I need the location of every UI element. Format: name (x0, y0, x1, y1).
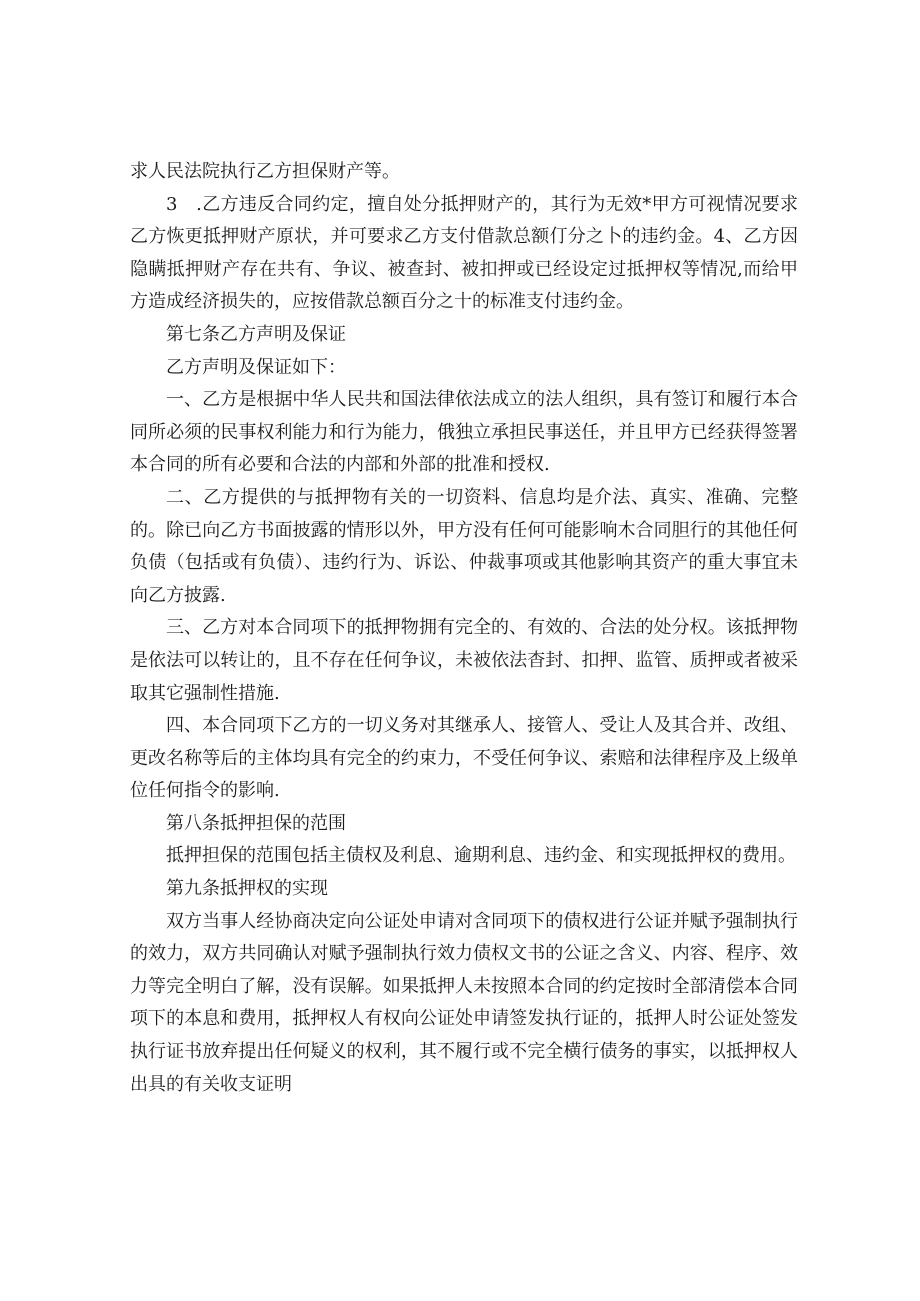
paragraph-breach-clause: 3 .乙方违反合同约定，擅自处分抵押财产的，其行为无效*甲方可视情况要求乙方恢更抵押财产原状，并可要求乙方支付借款总额仃分之卜的违约金。4、乙方因隐瞒抵押财产存在共有、争议、被查封、被扣押或已经设定过抵押权等情况,而给甲方造成经济损失的，应按借款总额百分之十的标准支付违约金。 (130, 193, 798, 313)
paragraph-declaration-2: 二、乙方提供的与抵押物有关的一切资料、信息均是介法、真实、准确、完整的。除已向乙方书面披露的情形以外，甲方没有任何可能影响木合同胆行的其他任何负债（包括或有负债）、违约行为、诉讼、仲裁事项或其他影响其资产的重大事宜未向乙方披露. (130, 486, 798, 606)
paragraph-declaration-intro: 乙方声明及保证如下： (166, 356, 346, 378)
paragraph-enforcement: 双方当事人经协商决定向公证处申请对含同项下的债权进行公证并赋予强制执行的效力，双方共同确认对赋予强制执行效力债权文书的公证之含义、内容、程序、效力等完全明白了解，没有误解。如果抵押人未按照本合同的约定按时全部清偿本合同项下的本息和费用，抵押权人有权向公证处申请签发执行证的，抵押人时公证处签发执行证书放弃提出任何疑义的权利，其不履行或不完全横行债务的事实，以抵押权人出具的有关收支证明 (130, 910, 798, 1095)
paragraph-declaration-3: 三、乙方对本合同项下的抵押物拥有完全的、有效的、合法的处分权。该抵押物是依法可以转让的，且不存在任何争议，未被依法杳封、扣押、监管、质押或者被采取其它强制性措施. (130, 617, 798, 704)
article-9-heading: 第九条抵押权的实现 (166, 878, 328, 900)
contract-text (130, 156, 798, 1101)
paragraph-continuation: 求人民法院执行乙方担保财产等。 (130, 161, 400, 182)
paragraph-declaration-4: 四、本合同项下乙方的一切义务对其继承人、接管人、受让人及其合并、改组、更改名称等后的主体均具有完全的约束力，不受任何争议、索赔和法律程序及上级单位任何指令的影响. (130, 715, 798, 802)
article-7-heading: 第七条乙方声明及保证 (166, 323, 346, 345)
paragraph-scope: 抵押担保的范围包括主债权及利息、逾期利息、违约金、和实现抵押权的费用。 (166, 845, 796, 867)
article-8-heading: 第八条抵押担保的范围 (166, 812, 346, 834)
paragraph-declaration-1: 一、乙方是根据中华人民共和国法律依法成立的法人组织，具有签订和履行本合同所必须的民事权利能力和行为能力，俄独立承担民事送任，并且甲方已经获得签署本合同的所有必要和合法的内部和外部的批准和授权. (130, 389, 798, 476)
